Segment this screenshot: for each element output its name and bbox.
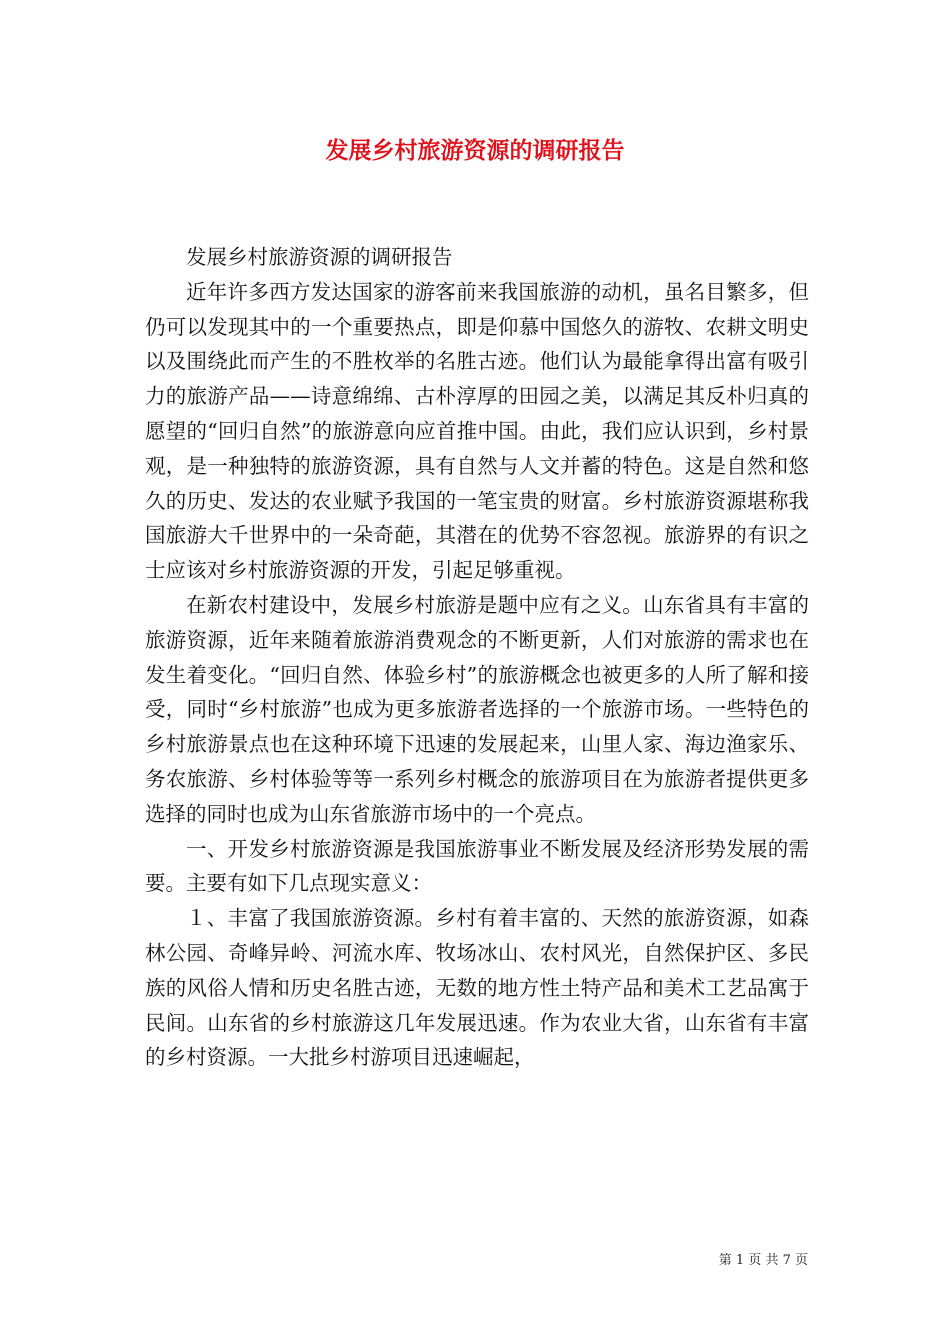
page-number-footer: 第 1 页 共 7 页: [718, 1253, 808, 1268]
body-paragraph: 在新农村建设中，发展乡村旅游是题中应有之义。山东省具有丰富的旅游资源，近年来随着旅游消费观念的不断更新，人们对旅游的需求也在发生着变化。“回归自然、体验乡村”的旅游概念也被更多的人所了解和接受，同时“乡村旅游”也成为更多旅游者选择的一个旅游市场。一些特色的乡村旅游景点也在这种环境下迅速的发展起来，山里人家、海边渔家乐、务农旅游、乡村体验等等一系列乡村概念的旅游项目在为旅游者提供更多选择的同时也成为山东省旅游市场中的一个亮点。: [145, 592, 809, 826]
body-paragraph: 一、开发乡村旅游资源是我国旅游事业不断发展及经济形势发展的需要。主要有如下几点现实意义：: [145, 836, 809, 896]
document-title: 发展乡村旅游资源的调研报告: [325, 137, 625, 164]
body-paragraph: １、丰富了我国旅游资源。乡村有着丰富的、天然的旅游资源，如森林公园、奇峰异岭、河流水库、牧场冰山、农村风光，自然保护区、多民族的风俗人情和历史名胜古迹，无数的地方性土特产品和美术工艺品寓于民间。山东省的乡村旅游这几年发展迅速。作为农业大省，山东省有丰富的乡村资源。一大批乡村游项目迅速崛起，: [145, 906, 809, 1070]
body-subtitle: 发展乡村旅游资源的调研报告: [186, 245, 453, 269]
document-body: [145, 240, 809, 1075]
body-paragraph: 近年许多西方发达国家的游客前来我国旅游的动机，虽名目繁多，但仍可以发现其中的一个重要热点，即是仰慕中国悠久的游牧、农耕文明史以及围绕此而产生的不胜枚举的名胜古迹。他们认为最能拿得出富有吸引力的旅游产品——诗意绵绵、古朴淳厚的田园之美，以满足其反朴归真的愿望的“回归自然”的旅游意向应首推中国。由此，我们应认识到，乡村景观，是一种独特的旅游资源，具有自然与人文并蓄的特色。这是自然和悠久的历史、发达的农业赋予我国的一笔宝贵的财富。乡村旅游资源堪称我国旅游大千世界中的一朵奇葩，其潜在的优势不容忽视。旅游界的有识之士应该对乡村旅游资源的开发，引起足够重视。: [145, 279, 809, 583]
